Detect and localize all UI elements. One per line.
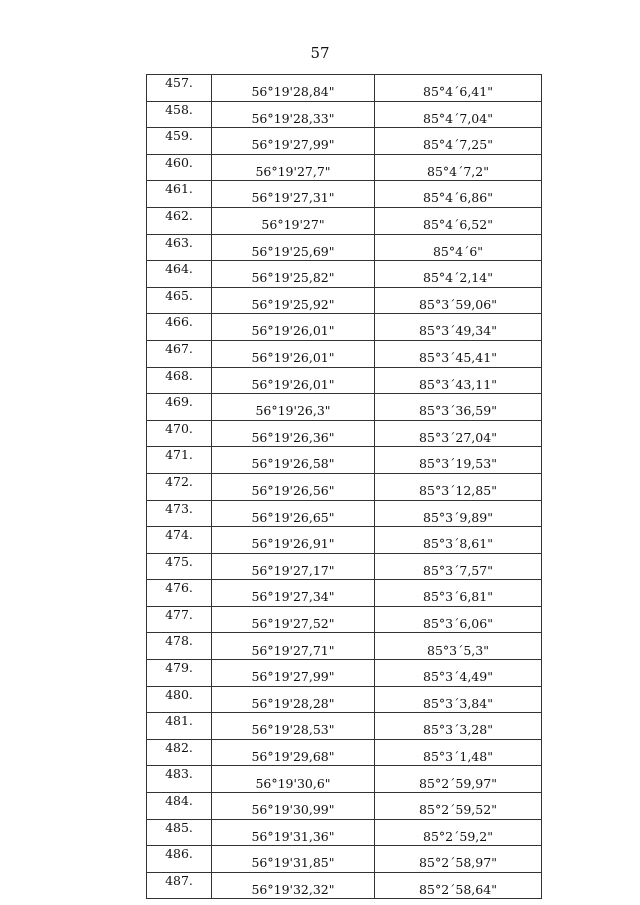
point-number-cell: 460.	[147, 154, 212, 181]
point-number-cell: 464.	[147, 261, 212, 288]
latitude-cell: 56°19'27,99"	[212, 128, 375, 155]
latitude-cell: 56°19'26,01"	[212, 314, 375, 341]
longitude-cell: 85°2´58,97"	[375, 846, 542, 873]
table-row	[147, 766, 542, 793]
point-number-cell: 461.	[147, 181, 212, 208]
point-number-cell: 487.	[147, 872, 212, 899]
point-number-cell: 486.	[147, 846, 212, 873]
point-number-cell: 467.	[147, 340, 212, 367]
latitude-cell: 56°19'27"	[212, 207, 375, 234]
point-number-cell: 457.	[147, 75, 212, 102]
longitude-cell: 85°4´7,04"	[375, 101, 542, 128]
point-number-cell: 474.	[147, 527, 212, 554]
longitude-cell: 85°3´3,28"	[375, 713, 542, 740]
table-row	[147, 128, 542, 155]
latitude-cell: 56°19'26,58"	[212, 447, 375, 474]
longitude-cell: 85°3´43,11"	[375, 367, 542, 394]
longitude-cell: 85°3´6,81"	[375, 580, 542, 607]
table-row	[147, 527, 542, 554]
table-row	[147, 261, 542, 288]
point-number-cell: 485.	[147, 819, 212, 846]
coordinates-table	[146, 74, 542, 899]
latitude-cell: 56°19'28,84"	[212, 75, 375, 102]
table-row	[147, 473, 542, 500]
table-row	[147, 181, 542, 208]
longitude-cell: 85°4´6,86"	[375, 181, 542, 208]
longitude-cell: 85°4´6,41"	[375, 75, 542, 102]
latitude-cell: 56°19'25,69"	[212, 234, 375, 261]
point-number-cell: 458.	[147, 101, 212, 128]
point-number-cell: 482.	[147, 739, 212, 766]
point-number-cell: 478.	[147, 633, 212, 660]
longitude-cell: 85°3´19,53"	[375, 447, 542, 474]
latitude-cell: 56°19'32,32"	[212, 872, 375, 899]
table-row	[147, 739, 542, 766]
longitude-cell: 85°3´3,84"	[375, 686, 542, 713]
table-row	[147, 633, 542, 660]
table-row	[147, 394, 542, 421]
longitude-cell: 85°3´4,49"	[375, 660, 542, 687]
latitude-cell: 56°19'31,85"	[212, 846, 375, 873]
point-number-cell: 479.	[147, 660, 212, 687]
longitude-cell: 85°3´6,06"	[375, 606, 542, 633]
latitude-cell: 56°19'30,99"	[212, 793, 375, 820]
latitude-cell: 56°19'26,91"	[212, 527, 375, 554]
latitude-cell: 56°19'28,33"	[212, 101, 375, 128]
latitude-cell: 56°19'26,36"	[212, 420, 375, 447]
point-number-cell: 459.	[147, 128, 212, 155]
table-row	[147, 660, 542, 687]
table-row	[147, 367, 542, 394]
longitude-cell: 85°4´2,14"	[375, 261, 542, 288]
longitude-cell: 85°3´1,48"	[375, 739, 542, 766]
point-number-cell: 481.	[147, 713, 212, 740]
latitude-cell: 56°19'27,34"	[212, 580, 375, 607]
table-row	[147, 234, 542, 261]
table-row	[147, 420, 542, 447]
point-number-cell: 465.	[147, 287, 212, 314]
longitude-cell: 85°4´7,25"	[375, 128, 542, 155]
point-number-cell: 477.	[147, 606, 212, 633]
point-number-cell: 468.	[147, 367, 212, 394]
table-row	[147, 340, 542, 367]
latitude-cell: 56°19'25,82"	[212, 261, 375, 288]
longitude-cell: 85°2´58,64"	[375, 872, 542, 899]
table-row	[147, 314, 542, 341]
latitude-cell: 56°19'26,01"	[212, 367, 375, 394]
point-number-cell: 463.	[147, 234, 212, 261]
latitude-cell: 56°19'27,71"	[212, 633, 375, 660]
table-row	[147, 553, 542, 580]
latitude-cell: 56°19'26,56"	[212, 473, 375, 500]
latitude-cell: 56°19'27,52"	[212, 606, 375, 633]
longitude-cell: 85°4´6,52"	[375, 207, 542, 234]
point-number-cell: 466.	[147, 314, 212, 341]
latitude-cell: 56°19'28,28"	[212, 686, 375, 713]
longitude-cell: 85°3´9,89"	[375, 500, 542, 527]
table-row	[147, 793, 542, 820]
point-number-cell: 475.	[147, 553, 212, 580]
table-row	[147, 846, 542, 873]
latitude-cell: 56°19'30,6"	[212, 766, 375, 793]
latitude-cell: 56°19'27,7"	[212, 154, 375, 181]
point-number-cell: 472.	[147, 473, 212, 500]
latitude-cell: 56°19'27,31"	[212, 181, 375, 208]
latitude-cell: 56°19'31,36"	[212, 819, 375, 846]
longitude-cell: 85°3´27,04"	[375, 420, 542, 447]
latitude-cell: 56°19'26,01"	[212, 340, 375, 367]
table-row	[147, 154, 542, 181]
point-number-cell: 480.	[147, 686, 212, 713]
latitude-cell: 56°19'26,65"	[212, 500, 375, 527]
point-number-cell: 462.	[147, 207, 212, 234]
longitude-cell: 85°2´59,52"	[375, 793, 542, 820]
point-number-cell: 476.	[147, 580, 212, 607]
longitude-cell: 85°3´49,34"	[375, 314, 542, 341]
latitude-cell: 56°19'27,99"	[212, 660, 375, 687]
table-row	[147, 872, 542, 899]
page-number: 57	[310, 44, 330, 62]
table-row	[147, 500, 542, 527]
table-row	[147, 713, 542, 740]
table-row	[147, 447, 542, 474]
table-row	[147, 101, 542, 128]
point-number-cell: 469.	[147, 394, 212, 421]
longitude-cell: 85°2´59,2"	[375, 819, 542, 846]
latitude-cell: 56°19'27,17"	[212, 553, 375, 580]
table-row	[147, 686, 542, 713]
latitude-cell: 56°19'29,68"	[212, 739, 375, 766]
longitude-cell: 85°3´7,57"	[375, 553, 542, 580]
coordinates-table-body	[147, 75, 542, 899]
longitude-cell: 85°4´6"	[375, 234, 542, 261]
longitude-cell: 85°3´8,61"	[375, 527, 542, 554]
point-number-cell: 473.	[147, 500, 212, 527]
point-number-cell: 483.	[147, 766, 212, 793]
latitude-cell: 56°19'25,92"	[212, 287, 375, 314]
point-number-cell: 471.	[147, 447, 212, 474]
table-row	[147, 75, 542, 102]
table-row	[147, 580, 542, 607]
longitude-cell: 85°2´59,97"	[375, 766, 542, 793]
latitude-cell: 56°19'26,3"	[212, 394, 375, 421]
table-row	[147, 819, 542, 846]
longitude-cell: 85°3´45,41"	[375, 340, 542, 367]
longitude-cell: 85°3´5,3"	[375, 633, 542, 660]
point-number-cell: 470.	[147, 420, 212, 447]
table-row	[147, 287, 542, 314]
longitude-cell: 85°3´36,59"	[375, 394, 542, 421]
longitude-cell: 85°3´59,06"	[375, 287, 542, 314]
table-row	[147, 606, 542, 633]
longitude-cell: 85°3´12,85"	[375, 473, 542, 500]
longitude-cell: 85°4´7,2"	[375, 154, 542, 181]
point-number-cell: 484.	[147, 793, 212, 820]
table-row	[147, 207, 542, 234]
latitude-cell: 56°19'28,53"	[212, 713, 375, 740]
